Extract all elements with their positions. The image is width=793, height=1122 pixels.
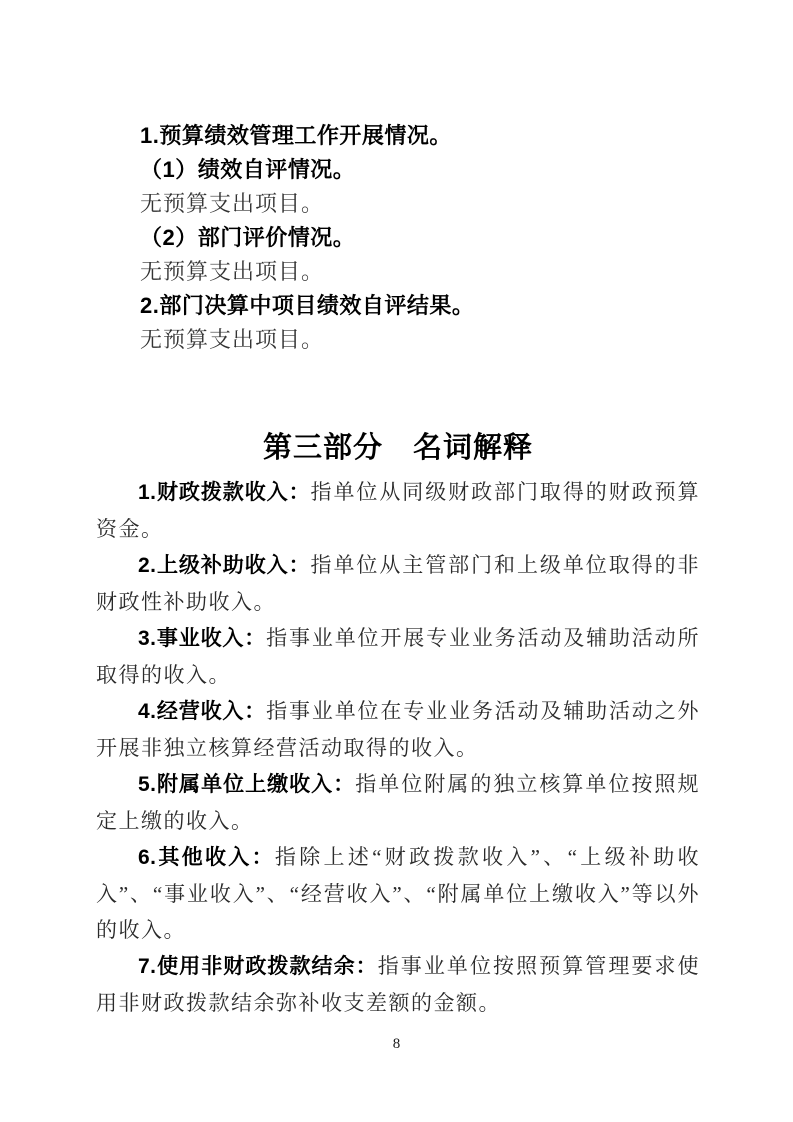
term-label: 5.附属单位上缴收入：	[138, 773, 356, 796]
term-definition: 指事业单位按照预算管理要求使用非财政拨款结余弥补收支差额的金额。	[96, 954, 701, 1015]
term-definition: 指事业单位在专业业务活动及辅助活动之外开展非独立核算经营活动取得的收入。	[96, 699, 701, 760]
term-definition: 指单位从主管部门和上级单位取得的非财政性补助收入。	[96, 553, 701, 614]
term-label: 6.其他收入：	[138, 846, 275, 869]
term-paragraph	[96, 547, 700, 620]
term-paragraph	[96, 839, 700, 948]
term-label: 4.经营收入：	[138, 700, 267, 723]
performance-section	[96, 119, 700, 357]
performance-line: 无预算支出项目。	[140, 259, 325, 284]
term-definition: 指单位附属的独立核算单位按照规定上缴的收入。	[96, 772, 701, 833]
term-label: 1.财政拨款收入：	[138, 481, 311, 504]
term-definition: 指事业单位开展专业业务活动及辅助活动所取得的收入。	[96, 626, 701, 687]
term-paragraph	[96, 693, 700, 766]
term-label: 3.事业收入：	[138, 627, 267, 650]
performance-line: （1）绩效自评情况。	[140, 157, 356, 182]
page-content	[96, 119, 700, 1021]
term-label: 7.使用非财政拨款结余：	[138, 955, 378, 978]
performance-line: 无预算支出项目。	[140, 191, 325, 216]
performance-line: 无预算支出项目。	[140, 327, 325, 352]
page-footer	[0, 1036, 793, 1053]
term-definition: 指单位从同级财政部门取得的财政预算资金。	[96, 480, 701, 541]
section-heading: 第三部分 名词解释	[262, 432, 533, 464]
term-paragraph	[96, 948, 700, 1021]
term-paragraph	[96, 620, 700, 693]
term-label: 2.上级补助收入：	[138, 554, 311, 577]
performance-line: 2.部门决算中项目绩效自评结果。	[140, 293, 475, 318]
page-number: 8	[392, 1036, 401, 1052]
term-paragraph	[96, 766, 700, 839]
glossary-section	[96, 474, 700, 1021]
term-definition: 指除上述“财政拨款收入”、“上级补助收入”、“事业收入”、“经营收入”、“附属单位上缴收入”等以外的收入。	[96, 845, 701, 942]
term-paragraph	[96, 474, 700, 547]
performance-line: （2）部门评价情况。	[140, 225, 356, 250]
performance-line: 1.预算绩效管理工作开展情况。	[140, 123, 452, 148]
